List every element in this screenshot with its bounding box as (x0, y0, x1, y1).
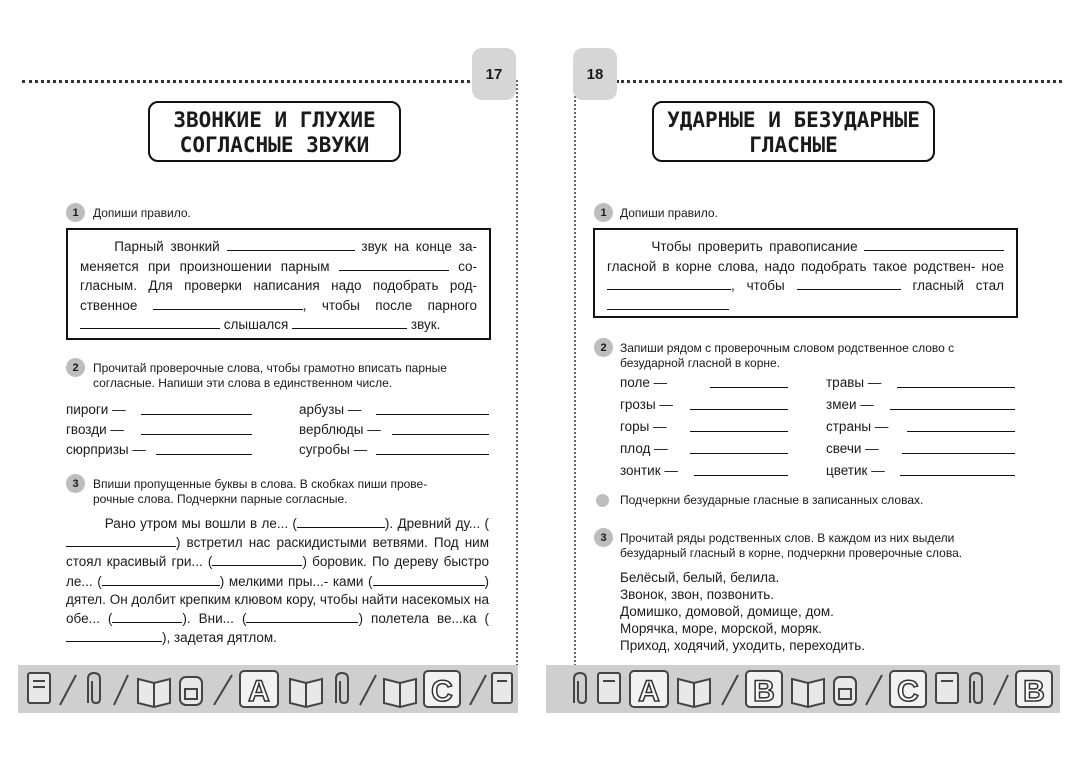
paperclip-icon (88, 673, 100, 703)
decor-letter: С (897, 675, 919, 708)
fill-blank[interactable] (710, 374, 788, 388)
word-row: Приход, ходячий, уходить, переходить. (620, 638, 865, 653)
decor-letter: В (1023, 675, 1045, 708)
fill-blank[interactable] (376, 401, 489, 415)
fill-blank[interactable] (66, 533, 176, 547)
word-rows (620, 569, 865, 654)
decor-letter: С (431, 675, 453, 708)
word-item: горы — (620, 419, 667, 434)
fill-blank[interactable] (373, 572, 485, 586)
fill-blank[interactable] (690, 418, 788, 432)
notebook-icon (598, 673, 620, 703)
page-title (148, 101, 401, 162)
word-row: Белёсый, белый, белила. (620, 570, 780, 585)
fill-blank[interactable] (694, 462, 788, 476)
word-item: свечи — (826, 441, 879, 456)
top-dotted-rule (22, 80, 470, 83)
pencil-icon (722, 675, 738, 705)
word-item: верблюды — (299, 422, 381, 437)
notebook-icon (28, 673, 50, 703)
fill-blank[interactable] (900, 462, 1015, 476)
task-number-badge: 2 (594, 338, 613, 357)
fill-blank[interactable] (66, 628, 162, 642)
book-icon (290, 679, 322, 707)
bullet-dot (596, 494, 609, 507)
word-item: травы — (826, 375, 882, 390)
task-instruction: Прочитай ряды родственных слов. В каждом из них выдели безударный гласный в корне, подчеркни проверочные слова. (620, 531, 963, 560)
right-page (540, 0, 1080, 764)
task-number-badge: 1 (66, 203, 85, 222)
fill-blank[interactable] (227, 237, 355, 251)
paperclip-icon (574, 673, 586, 703)
book-icon (138, 679, 170, 707)
word-item: гвозди — (66, 422, 124, 437)
word-item: сугробы — (299, 442, 368, 457)
task-instruction: Допиши правило. (93, 206, 191, 220)
fill-blank[interactable] (141, 421, 252, 435)
page-number: 18 (573, 48, 617, 100)
fill-blank[interactable] (607, 296, 729, 310)
notebook-icon (936, 673, 958, 703)
rule-text: Чтобы проверить правописание гласной в корне слова, надо подобрать такое родствен- ное , чтобы гласный стал (607, 237, 1004, 315)
task-number-badge: 3 (66, 474, 85, 493)
fill-blank[interactable] (690, 440, 788, 454)
fill-blank[interactable] (902, 440, 1015, 454)
fill-blank[interactable] (102, 572, 220, 586)
task-instruction: Допиши правило. (620, 206, 718, 220)
task-instruction: Прочитай проверочные слова, чтобы грамотно вписать парные согласные. Напиши эти слова в единственном числе. (93, 361, 447, 390)
backpack-icon (834, 677, 856, 705)
paperclip-icon (336, 673, 348, 703)
fill-blank[interactable] (141, 401, 252, 415)
task-extra-instruction: Подчеркни безударные гласные в записанных словах. (620, 493, 924, 507)
notebook-icon (492, 673, 512, 703)
task-instruction: Впиши пропущенные буквы в слова. В скобках пиши прове- рочные слова. Подчеркни парные согласные. (93, 477, 428, 506)
word-row: Домишко, домовой, домище, дом. (620, 604, 834, 619)
decorative-strip (18, 665, 518, 713)
story-text: Рано утром мы вошли в ле... ( ). Древний ду... () встретил нас раскидистыми ветвями. Под ним стоял красивый гри... ( ) боровик. По дереву быстро ле... ( ) мелкими пры...- ками ( ) дятел. Он долбит крепким клювом кору, чтобы найти насекомых на обе... ( ). Вни... ( ) полетела ве...ка (), задетая дятлом. (66, 516, 490, 646)
fill-blank[interactable] (246, 609, 358, 623)
fill-blank[interactable] (292, 315, 407, 329)
rule-box (593, 228, 1018, 318)
fill-blank[interactable] (339, 257, 449, 271)
word-item: пироги — (66, 402, 126, 417)
book-icon (678, 679, 710, 707)
fill-blank[interactable] (376, 441, 489, 455)
decor-letter: А (638, 675, 660, 708)
task-number-badge: 3 (594, 528, 613, 547)
word-row: Звонок, звон, позвонить. (620, 587, 775, 602)
fill-blank[interactable] (156, 441, 252, 455)
task-instruction: Запиши рядом с проверочным словом родственное слово с безударной гласной в корне. (620, 341, 955, 370)
task-number-badge: 2 (66, 358, 85, 377)
pencil-icon (994, 675, 1008, 705)
decor-letter: В (753, 675, 775, 708)
fill-blank[interactable] (80, 315, 220, 329)
backpack-icon (180, 677, 202, 705)
title-line-2: СОГЛАСНЫЕ ЗВУКИ (179, 133, 370, 157)
page-edge-dots (516, 80, 518, 670)
task-number-badge: 1 (594, 203, 613, 222)
word-item: цветик — (826, 463, 885, 478)
word-item: сюрпризы — (66, 442, 146, 457)
pencil-icon (360, 675, 376, 705)
decorative-strip (546, 665, 1060, 713)
pencil-icon (470, 675, 486, 705)
fill-blank[interactable] (797, 276, 901, 290)
paperclip-icon (970, 673, 982, 703)
fill-blank[interactable] (392, 421, 489, 435)
pencil-icon (866, 675, 882, 705)
rule-box (66, 228, 491, 340)
fill-blank[interactable] (690, 396, 788, 410)
pencil-icon (60, 675, 76, 705)
fill-blank[interactable] (112, 609, 182, 623)
fill-blank[interactable] (890, 396, 1015, 410)
page-title (652, 101, 935, 162)
fill-blank[interactable] (212, 552, 302, 566)
top-dotted-rule (616, 80, 1062, 83)
decor-letter: А (248, 675, 270, 708)
word-item: плод — (620, 441, 668, 456)
word-item: страны — (826, 419, 889, 434)
pencil-icon (214, 675, 232, 705)
book-icon (792, 679, 824, 707)
title-line-2: ГЛАСНЫЕ (749, 133, 838, 157)
word-row: Морячка, море, морской, моряк. (620, 621, 822, 636)
title-line-1: УДАРНЫЕ И БЕЗУДАРНЫЕ (667, 108, 920, 132)
page-number: 17 (472, 48, 516, 100)
word-item: грозы — (620, 397, 673, 412)
title-line-1: ЗВОНКИЕ И ГЛУХИЕ (173, 108, 376, 132)
word-item: арбузы — (299, 402, 362, 417)
fill-blank[interactable] (153, 296, 303, 310)
fill-blank[interactable] (297, 514, 385, 528)
fill-blank[interactable] (897, 374, 1015, 388)
word-item: зонтик — (620, 463, 678, 478)
word-item: поле — (620, 375, 668, 390)
fill-blank[interactable] (607, 276, 731, 290)
pencil-icon (114, 675, 128, 705)
fill-blank[interactable] (907, 418, 1015, 432)
rule-text: Парный звонкий звук на конце за- меняется при произношении парным со- гласным. Для проверки написания надо подобрать род- ственное , чтобы после парного слышался звук. (80, 239, 477, 332)
word-item: змеи — (826, 397, 874, 412)
page-edge-dots (574, 80, 576, 670)
book-icon (384, 679, 416, 707)
fill-blank[interactable] (864, 237, 1004, 251)
